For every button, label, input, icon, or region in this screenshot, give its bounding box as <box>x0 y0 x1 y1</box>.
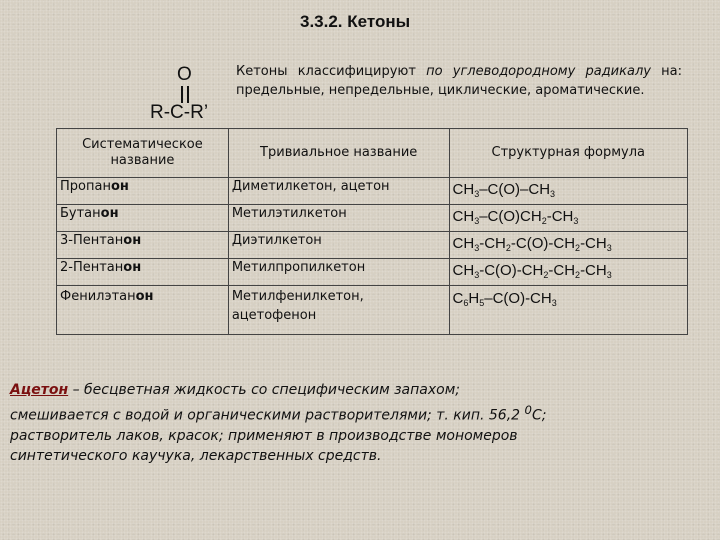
oxygen-atom: O <box>177 64 192 85</box>
name-suffix: он <box>110 179 129 194</box>
formula-part: -CH <box>580 235 607 252</box>
table-row <box>57 286 688 335</box>
formula-part: –C(O)-CH <box>484 290 552 307</box>
formula-subscript: 3 <box>550 189 556 199</box>
header-systematic: Систематическое название <box>57 129 229 178</box>
name-suffix: он <box>100 206 119 221</box>
formula-subscript: 2 <box>575 270 581 280</box>
systematic-name <box>57 178 229 205</box>
page-title <box>300 12 410 32</box>
formula-part: -CH <box>580 262 607 279</box>
formula-subscript: 2 <box>505 243 511 253</box>
name-stem: Фенилэтан <box>60 289 136 304</box>
name-suffix: он <box>123 233 142 248</box>
acetone-term: Ацетон <box>10 382 69 398</box>
formula-subscript: 2 <box>575 243 581 253</box>
trivial-name: Метилэтилкетон <box>228 205 449 232</box>
formula-part: -CH <box>548 262 576 279</box>
header-trivial: Тривиальное название <box>228 129 449 178</box>
table-row <box>57 178 688 205</box>
trivial-name: Метилфенилкетон, ацетофенон <box>228 286 449 335</box>
structural-formula <box>449 178 687 205</box>
formula-subscript: 3 <box>606 243 612 253</box>
formula-subscript: 3 <box>573 216 579 226</box>
formula-part: -C(O)-CH <box>479 262 544 279</box>
formula-subscript: 3 <box>551 298 557 308</box>
description-line-3: растворитель лаков, красок; применяют в производстве мономеров <box>10 427 518 444</box>
table-row <box>57 259 688 286</box>
formula-subscript: 3 <box>474 216 480 226</box>
formula-subscript: 3 <box>606 270 612 280</box>
description-text-2a: смешивается с водой и органическими растворителями; т. кип. 56,2 <box>10 407 525 424</box>
formula-part: CH <box>452 235 475 252</box>
intro-emphasis: по углеводородному радикалу <box>426 64 651 79</box>
formula-subscript: 2 <box>541 216 547 226</box>
trivial-name: Метилпропилкетон <box>228 259 449 286</box>
structural-formula <box>449 205 687 232</box>
carbonyl-chain: R-C-R’ <box>150 102 209 123</box>
description-line-4: синтетического каучука, лекарственных средств. <box>10 447 382 464</box>
systematic-name <box>57 259 229 286</box>
name-stem: Пропан <box>60 179 111 194</box>
double-bond <box>181 86 189 103</box>
systematic-name <box>57 232 229 259</box>
classification-text <box>236 62 682 100</box>
formula-part: C <box>452 290 464 307</box>
section-number: 3.3.2. <box>300 12 343 31</box>
description-line-1 <box>10 380 620 400</box>
formula-subscript: 3 <box>474 189 480 199</box>
systematic-name <box>57 205 229 232</box>
structural-formula <box>449 232 687 259</box>
acetone-description <box>10 380 620 466</box>
header-formula: Структурная формула <box>449 129 687 178</box>
formula-subscript: 3 <box>474 243 480 253</box>
intro-lead: Кетоны классифицируют <box>236 64 416 79</box>
name-stem: 2-Пентан <box>60 260 124 275</box>
formula-part: H <box>468 290 480 307</box>
structural-formula <box>449 286 687 335</box>
formula-part: -C(O)-CH <box>510 235 576 252</box>
ketones-table <box>56 128 688 335</box>
formula-part: -CH <box>546 208 574 225</box>
formula-part: –C(O)–CH <box>479 181 551 198</box>
structural-formula <box>449 259 687 286</box>
trivial-name: Диэтилкетон <box>228 232 449 259</box>
degree-mark: 0 <box>524 403 532 417</box>
name-stem: 3-Пентан <box>60 233 124 248</box>
formula-part: -CH <box>479 235 506 252</box>
intro-rest: на: предельные, непредельные, циклические, ароматические. <box>236 64 683 98</box>
name-suffix: он <box>123 260 142 275</box>
section-title: Кетоны <box>347 12 411 31</box>
table-row <box>57 205 688 232</box>
ketone-general-formula <box>150 64 234 130</box>
table-header-row <box>57 129 688 178</box>
formula-part: CH <box>452 181 475 198</box>
name-stem: Бутан <box>60 206 101 221</box>
formula-subscript: 2 <box>543 270 549 280</box>
trivial-name: Диметилкетон, ацетон <box>228 178 449 205</box>
systematic-name <box>57 286 229 335</box>
formula-part: –C(O)CH <box>479 208 542 225</box>
table-row <box>57 232 688 259</box>
formula-subscript: 3 <box>474 270 480 280</box>
formula-part: CH <box>452 208 475 225</box>
name-suffix: он <box>135 289 154 304</box>
description-line-2 <box>10 400 620 426</box>
description-text-1: – бесцветная жидкость со специфическим запахом; <box>68 382 460 398</box>
formula-subscript: 6 <box>463 298 469 308</box>
formula-part: CH <box>452 262 475 279</box>
formula-subscript: 5 <box>479 298 485 308</box>
description-text-2b: С; <box>531 407 547 424</box>
